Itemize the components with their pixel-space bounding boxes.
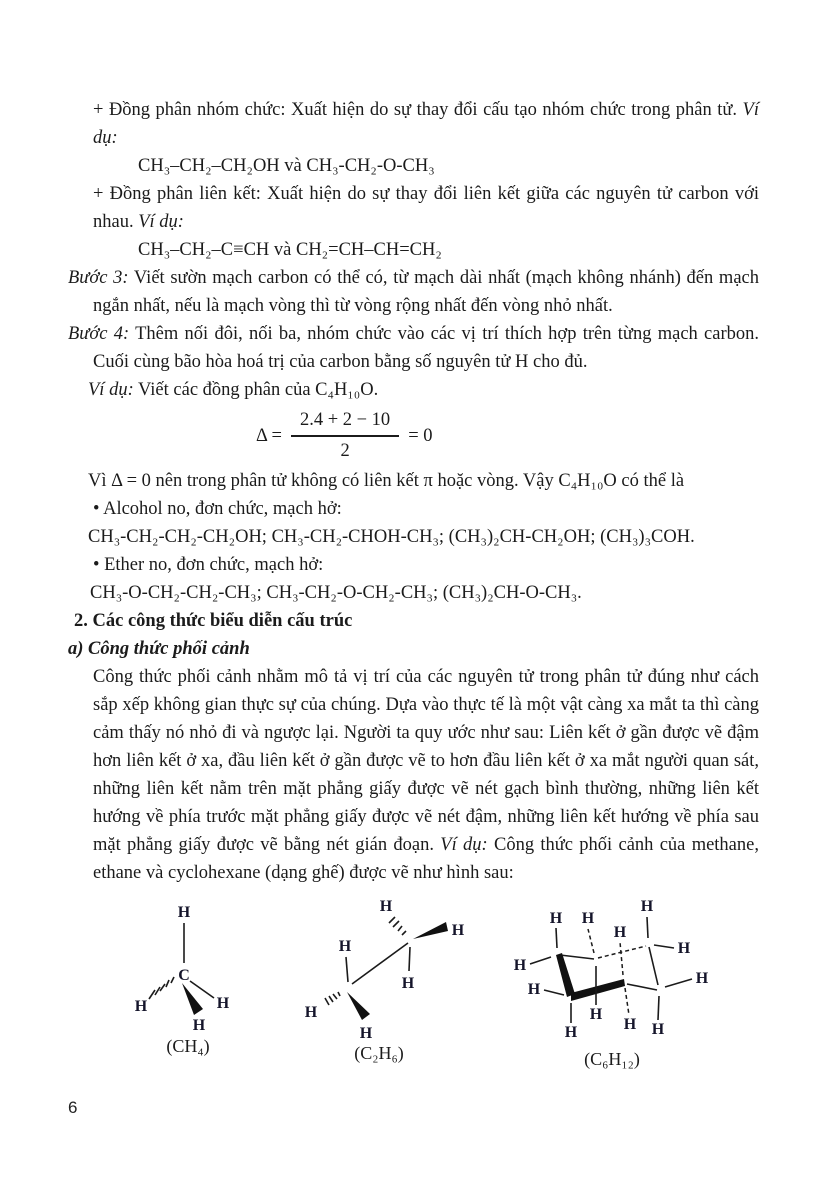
delta-equation	[256, 408, 759, 463]
bond	[530, 957, 551, 964]
hash-bond	[149, 977, 174, 999]
h-atom-label: H	[695, 970, 709, 987]
paragraph-step-3	[68, 264, 759, 320]
paragraph-perspective-formula	[93, 663, 759, 887]
bond	[544, 990, 564, 995]
paragraph-text: Viết các đồng phân của C₄H₁₀O.	[133, 380, 379, 400]
h-atom-label: H	[304, 1004, 318, 1021]
paragraph-conclusion: Vì Δ = 0 nên trong phân tử không có liên kết π hoặc vòng. Vậy C₄H₁₀O có thể là	[88, 471, 685, 491]
bond	[649, 947, 658, 985]
h-atom-label: H	[451, 922, 465, 939]
fraction-numerator: 2.4 + 2 − 10	[291, 408, 399, 437]
cyclohexane-ring	[556, 946, 658, 1001]
h-atom-label: H	[216, 995, 230, 1012]
bond	[627, 984, 657, 990]
bond	[556, 928, 557, 948]
bond	[190, 981, 214, 998]
h-atom-label: H	[513, 957, 527, 974]
h-atom-label: H	[677, 940, 691, 957]
h-atom-label: H	[527, 981, 541, 998]
example-label: Ví dụ:	[138, 212, 184, 232]
ethane-bonds	[325, 917, 448, 1020]
cyclohexane-h-bonds	[527, 917, 692, 1023]
paragraph-text: + Đồng phân liên kết: Xuất hiện do sự thay đổi liên kết giữa các nguyên tử carbon với nhau.	[93, 184, 759, 232]
equation-rhs: = 0	[408, 425, 433, 446]
bullet-ether: • Ether no, đơn chức, mạch hở:	[93, 555, 324, 575]
paragraph-text: Viết sườn mạch carbon có thể có, từ mạch dài nhất (mạch không nhánh) đến mạch ngắn nhất, nếu là mạch vòng thì từ vòng rộng nhất đến vòng nhỏ nhất.	[93, 268, 759, 316]
h-atom-label: H	[177, 904, 191, 921]
h-atom-label: H	[640, 898, 654, 915]
equation-fraction	[291, 408, 399, 463]
page-number: 6	[68, 1098, 78, 1117]
equation-lhs: Δ =	[256, 425, 282, 446]
example-label: Ví dụ:	[440, 835, 488, 855]
formula-line-ethers: CH₃-O-CH₂-CH₂-CH₃; CH₃-CH₂-O-CH₂-CH₃; (CH₃)₂CH-O-CH₃.	[90, 583, 582, 603]
bond	[352, 943, 408, 984]
step-label: Bước 4:	[68, 324, 130, 344]
formula-label: (CH₄)	[166, 1036, 210, 1056]
dashed-bond	[588, 929, 594, 953]
formula-line-alkyne-diene: CH₃–CH₂–C≡CH và CH₂=CH–CH=CH₂	[138, 240, 442, 260]
wedge-bond	[556, 953, 575, 997]
wedge-bond	[571, 979, 625, 1001]
bond	[346, 957, 348, 982]
bond	[654, 945, 674, 948]
h-atom-label: H	[359, 1025, 373, 1042]
bond	[409, 947, 410, 971]
example-label: Ví dụ:	[93, 100, 759, 148]
ethane-diagram	[294, 893, 474, 1065]
hash-bond	[389, 917, 406, 935]
h-atom-label: H	[134, 998, 148, 1015]
h-atom-label: H	[623, 1016, 637, 1033]
section-heading: 2. Các công thức biểu diễn cấu trúc	[74, 611, 353, 631]
paragraph-text: Công thức phối cảnh của methane, ethane và cyclohexane (dạng ghế) được vẽ như hình sau:	[93, 835, 759, 883]
paragraph-text: + Đồng phân nhóm chức: Xuất hiện do sự thay đổi cấu tạo nhóm chức trong phân tử.	[93, 100, 743, 120]
formula-label: (C₂H₆)	[354, 1043, 404, 1063]
bullet-alcohol: • Alcohol no, đơn chức, mạch hở:	[93, 499, 342, 519]
bond	[658, 996, 659, 1020]
h-atom-label: H	[338, 938, 352, 955]
formula-line-alcohols: CH₃-CH₂-CH₂-CH₂OH; CH₃-CH₂-CHOH-CH₃; (CH₃)₂CH-CH₂OH; (CH₃)₃COH.	[88, 527, 695, 547]
paragraph-functional-isomer	[93, 96, 759, 152]
h-atom-label: H	[581, 910, 595, 927]
bond	[560, 955, 594, 959]
cyclohexane-diagram	[496, 895, 736, 1071]
paragraph-step-4	[68, 320, 759, 376]
step-label: Bước 3:	[68, 268, 129, 288]
h-atom-label: H	[651, 1021, 665, 1038]
h-atom-label: H	[589, 1006, 603, 1023]
fraction-denominator: 2	[340, 441, 350, 461]
wedge-bond	[347, 992, 370, 1020]
formula-line-alcohol-ether: CH₃–CH₂–CH₂OH và CH₃-CH₂-O-CH₃	[138, 156, 435, 176]
wedge-bond	[413, 922, 448, 939]
h-atom-label: H	[401, 975, 415, 992]
example-intro-line	[88, 376, 759, 404]
hash-bond	[325, 992, 340, 1005]
dashed-bond	[620, 942, 623, 975]
bond	[647, 917, 648, 938]
paragraph-text: Thêm nối đôi, nối ba, nhóm chức vào các vị trí thích hợp trên từng mạch carbon. Cuối cùng bão hòa hoá trị của carbon bằng số nguyên tử H cho đủ.	[93, 324, 760, 372]
h-atom-label: H	[379, 898, 393, 915]
dashed-bond	[625, 988, 629, 1015]
paragraph-text: Công thức phối cảnh nhằm mô tả vị trí của các nguyên tử trong phân tử đúng như cách sắp xếp không gian thực sự của chúng. Dựa vào thực tế là một vật càng xa mắt ta thì càng cảm thấy nó nhỏ đi và ngược lại. Người ta quy ước như sau: Liên kết ở gần được vẽ đậm hơn liên kết ở xa, đầu liên kết ở gần được vẽ to hơn đầu liên kết ở xa mắt người quan sát, những liên kết nằm trên mặt phẳng giấy được vẽ nét gạch bình thường, những liên kết hướng về phía trước mặt phẳng giấy được vẽ nét đậm, những liên kết hướng về phía sau mặt phẳng giấy được vẽ bằng nét gián đoạn.	[93, 667, 759, 855]
c-atom-label: C	[178, 967, 190, 984]
h-atom-label: H	[549, 910, 563, 927]
h-atom-label: H	[564, 1024, 578, 1041]
structure-figures	[68, 893, 759, 1085]
methane-diagram	[128, 901, 248, 1057]
bond	[665, 979, 692, 987]
h-atom-label: H	[192, 1017, 206, 1034]
dashed-bond	[598, 946, 646, 958]
subsection-heading: a) Công thức phối cảnh	[68, 639, 250, 659]
formula-label: (C₆H₁₂)	[584, 1049, 640, 1069]
example-label: Ví dụ:	[88, 380, 134, 400]
paragraph-bond-isomer	[93, 180, 759, 236]
h-atom-label: H	[613, 924, 627, 941]
